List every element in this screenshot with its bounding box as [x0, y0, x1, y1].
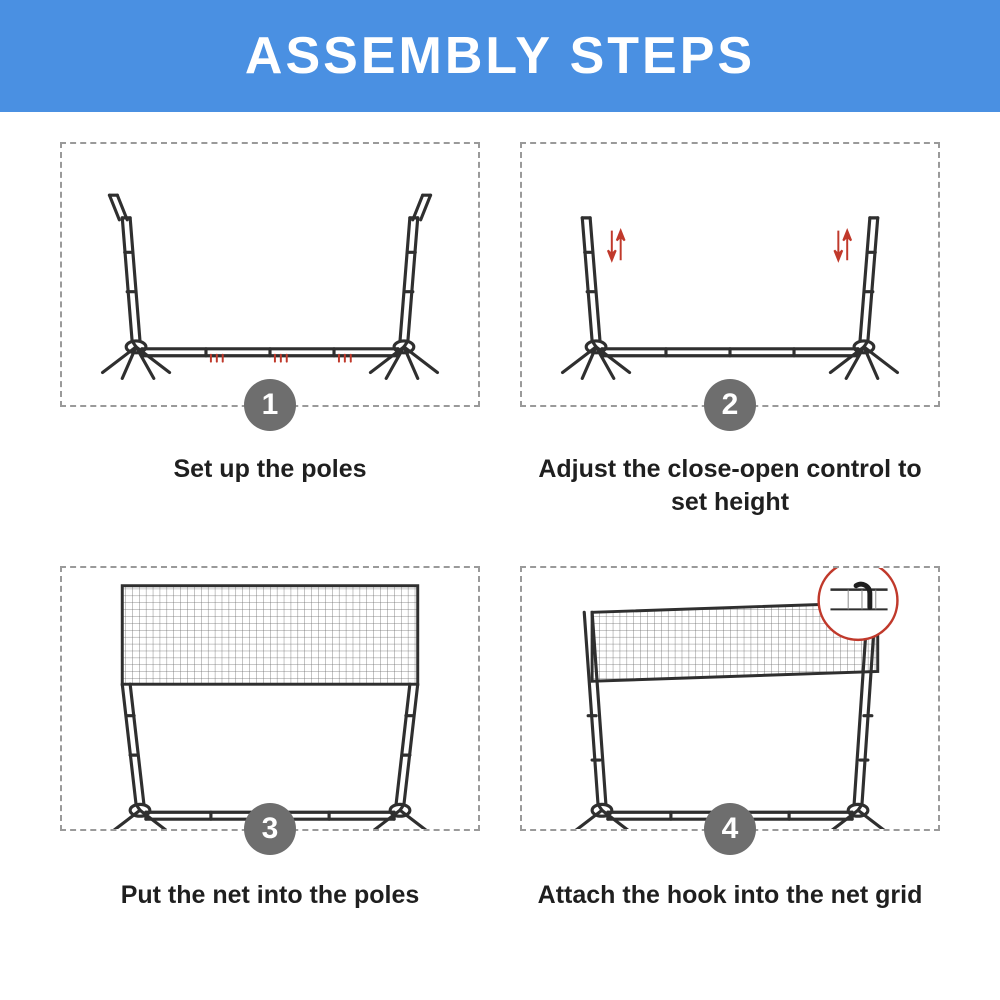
- step-card-4: [500, 566, 960, 990]
- step-card-3: [40, 566, 500, 990]
- step-number-badge: 2: [704, 379, 756, 431]
- step-caption: Set up the poles: [173, 455, 367, 483]
- step-card-1: [40, 142, 500, 566]
- step-3-diagram-frame: [60, 566, 480, 845]
- step-number-badge: 1: [244, 379, 296, 431]
- zoom-detail-circle-icon: [819, 568, 898, 640]
- step-4-diagram-frame: [520, 566, 940, 845]
- up-down-arrows-icon: [608, 231, 851, 261]
- step-caption: Attach the hook into the net grid: [537, 881, 923, 909]
- step-2-diagram-frame: [520, 142, 940, 421]
- step-caption: Put the net into the poles: [120, 881, 420, 909]
- header-banner: [0, 0, 1000, 112]
- step-number-badge: 4: [704, 803, 756, 855]
- page-title: ASSEMBLY STEPS: [244, 27, 756, 85]
- step-1-diagram-frame: [60, 142, 480, 421]
- net-attached-to-poles-icon: [62, 568, 478, 829]
- poles-frame-collapsed-icon: [62, 144, 478, 405]
- poles-frame-height-adjust-icon: [522, 144, 938, 405]
- hook-into-net-grid-icon: [522, 568, 938, 829]
- step-caption: Adjust the close-open control to set height: [538, 455, 922, 516]
- steps-grid: [0, 112, 1000, 1000]
- step-card-2: [500, 142, 960, 566]
- step-number-badge: 3: [244, 803, 296, 855]
